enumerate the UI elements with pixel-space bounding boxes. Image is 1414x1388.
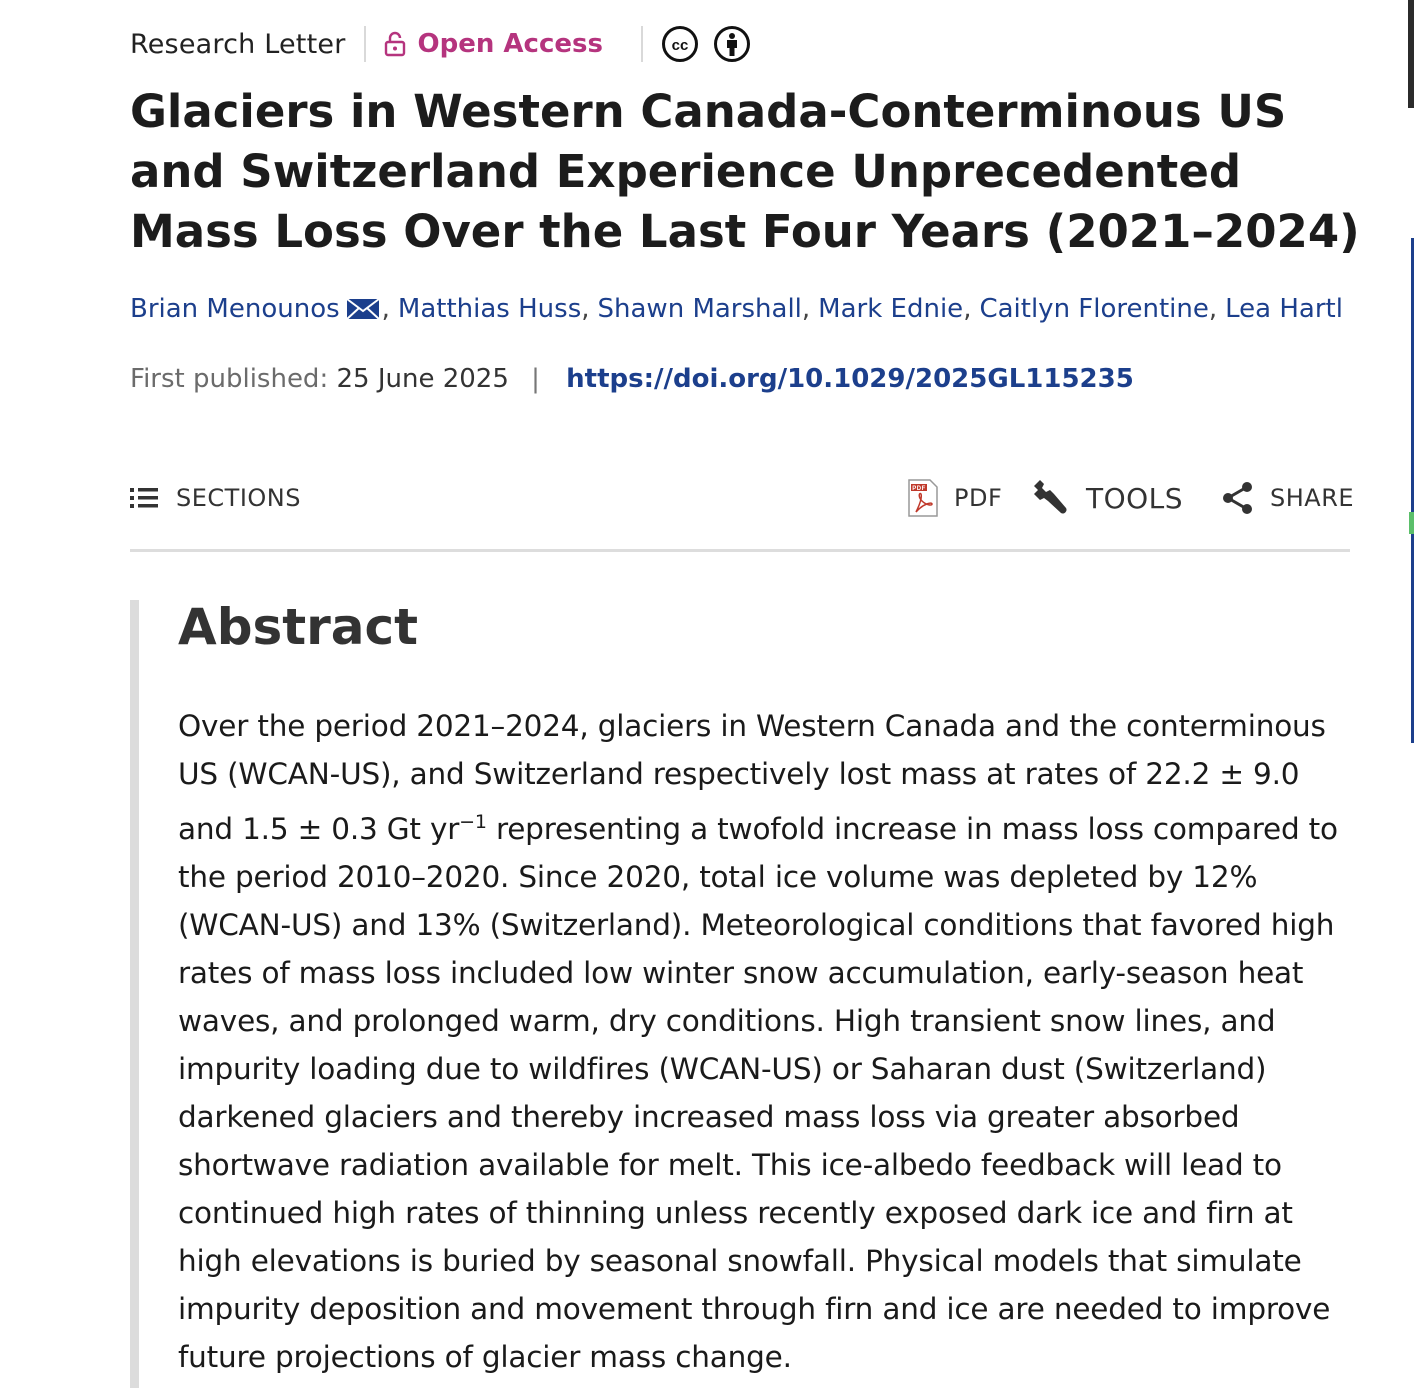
edge-marker <box>1409 512 1414 534</box>
sections-button[interactable] <box>130 476 301 520</box>
tools-button[interactable] <box>1030 476 1183 520</box>
pdf-label: PDF <box>954 484 1003 512</box>
pdf-button[interactable] <box>908 476 1002 520</box>
author-link[interactable]: Brian Menounos <box>130 294 340 324</box>
author-link[interactable]: Caitlyn Florentine <box>979 294 1209 324</box>
doi-link[interactable]: https://doi.org/10.1029/2025GL115235 <box>566 364 1134 394</box>
abstract-text <box>178 702 1350 1381</box>
abstract-text-part1: Over the period 2021–2024, glaciers in Western Canada and the conterminous US (WCAN-US), and Switzerland respectively lost mass at rates of 22.2 ± 9.0 and 1.5 ± 0.3 Gt yr <box>178 709 1326 846</box>
creative-commons-icon[interactable] <box>661 25 699 63</box>
author-link[interactable]: Mark Ednie <box>818 294 964 324</box>
svg-text:PDF: PDF <box>912 486 926 492</box>
pdf-icon <box>908 479 938 517</box>
email-icon[interactable] <box>346 297 380 321</box>
separator: , <box>381 294 390 324</box>
divider: | <box>531 364 540 394</box>
window-edge <box>1408 0 1414 108</box>
article-meta-row <box>130 22 765 66</box>
sections-label: SECTIONS <box>176 484 301 512</box>
first-published-label: First published: <box>130 364 329 394</box>
abstract-accent-bar <box>130 600 139 1388</box>
separator: , <box>963 294 972 324</box>
article-title: Glaciers in Western Canada-Conterminous US and Switzerland Experience Unprecedented Mass Loss Over the Last Four Years (2021–2024) <box>130 85 1360 258</box>
abstract-text-part2: representing a twofold increase in mass loss compared to the period 2010–2020. Since 2020, total ice volume was depleted by 12% (WCAN-US) and 13% (Switzerland). Meteorological conditions that favored high rates of mass loss included low winter snow accumulation, early-season heat waves, and prolonged warm, dry conditions. High transient snow lines, and impurity loading due to wildfires (WCAN-US) or Saharan dust (Switzerland) darkened glaciers and thereby increased mass loss via greater absorbed shortwave radiation available for melt. This ice-albedo feedback will lead to continued high rates of thinning unless recently exposed dark ice and firn at high elevations is buried by seasonal snowfall. Physical models that simulate impurity deposition and movement through firn and ice are needed to improve future projections of glacier mass change. <box>178 811 1338 1374</box>
tools-label: TOOLS <box>1086 481 1184 515</box>
open-access-badge[interactable] <box>384 29 603 59</box>
author-list <box>130 294 1343 324</box>
svg-text:cc: cc <box>671 37 689 54</box>
abstract-heading: Abstract <box>178 598 419 656</box>
first-published-date: 25 June 2025 <box>336 364 509 394</box>
separator: , <box>801 294 811 324</box>
license-icons[interactable] <box>661 25 765 63</box>
open-access-label: Open Access <box>417 29 603 59</box>
wrench-icon <box>1030 478 1070 518</box>
list-icon <box>130 485 160 511</box>
share-icon <box>1222 481 1254 515</box>
open-lock-icon <box>384 31 406 57</box>
toolbar-divider <box>130 549 1350 552</box>
article-toolbar <box>130 476 1355 520</box>
author-link[interactable]: Matthias Huss <box>397 294 582 324</box>
article-type: Research Letter <box>130 28 346 60</box>
share-button[interactable] <box>1222 476 1354 520</box>
separator: , <box>581 294 590 324</box>
author-link[interactable]: Shawn Marshall <box>597 294 802 324</box>
divider <box>364 26 366 62</box>
share-label: SHARE <box>1270 484 1355 512</box>
publication-info <box>130 364 1134 394</box>
author-link[interactable]: Lea Hartl <box>1225 294 1343 324</box>
abstract-superscript: −1 <box>459 811 487 833</box>
divider <box>641 26 643 62</box>
separator: , <box>1208 294 1218 324</box>
attribution-icon[interactable] <box>713 25 751 63</box>
